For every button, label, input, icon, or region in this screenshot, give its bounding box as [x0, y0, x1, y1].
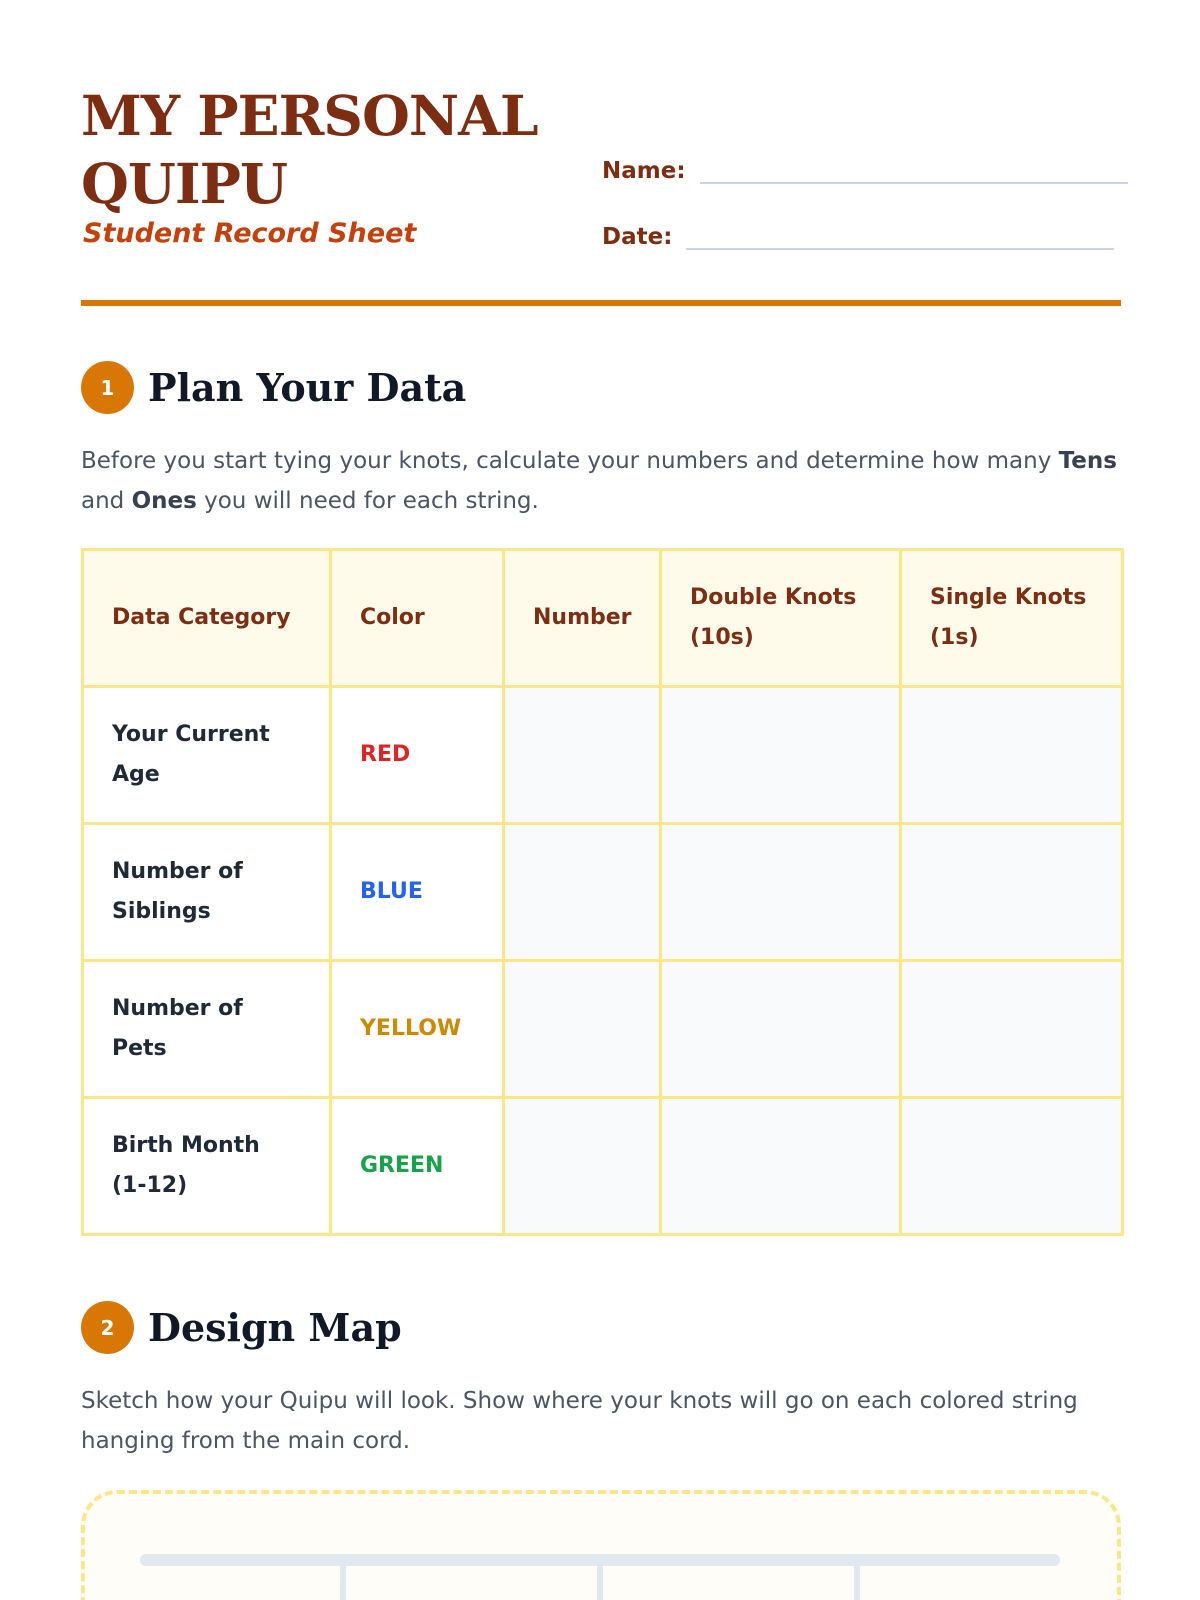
- name-field: [602, 156, 1128, 184]
- page-title: [81, 82, 538, 218]
- color-cell: YELLOW: [331, 961, 504, 1098]
- desc-tens: Tens: [1058, 448, 1117, 474]
- table-row: [83, 961, 1123, 1098]
- number-input-cell[interactable]: [504, 1098, 661, 1235]
- section-1-title: Plan Your Data: [148, 365, 467, 410]
- single-knots-input-cell[interactable]: [901, 961, 1123, 1098]
- header-single-knots: Single Knots (1s): [901, 550, 1123, 687]
- table-header-row: [83, 550, 1123, 687]
- date-label: Date:: [602, 224, 673, 250]
- section-1-description: [81, 441, 1121, 521]
- sheet-header: [81, 0, 1121, 305]
- title-line-2: QUIPU: [81, 151, 287, 216]
- desc-end: you will need for each string.: [196, 488, 539, 514]
- double-knots-input-cell[interactable]: [661, 687, 901, 824]
- header-number: Number: [504, 550, 661, 687]
- design-map-sketch-area[interactable]: [81, 1490, 1121, 1600]
- section-2-title: Design Map: [148, 1305, 402, 1350]
- number-input-cell[interactable]: [504, 961, 661, 1098]
- hanging-string-guide: [340, 1566, 346, 1600]
- double-knots-input-cell[interactable]: [661, 1098, 901, 1235]
- desc-ones: Ones: [131, 488, 197, 514]
- data-plan-table: [81, 548, 1124, 1236]
- table-row: [83, 687, 1123, 824]
- step-2-badge: 2: [81, 1301, 134, 1354]
- single-knots-input-cell[interactable]: [901, 824, 1123, 961]
- desc-start: Before you start tying your knots, calculate your numbers and determine how many: [81, 448, 1059, 474]
- color-cell: GREEN: [331, 1098, 504, 1235]
- header-data-category: Data Category: [83, 550, 331, 687]
- section-2-heading: [81, 1301, 402, 1354]
- category-cell: Birth Month (1-12): [83, 1098, 331, 1235]
- color-cell: BLUE: [331, 824, 504, 961]
- single-knots-input-cell[interactable]: [901, 1098, 1123, 1235]
- section-2-description: Sketch how your Quipu will look. Show where your knots will go on each colored string hanging from the main cord.: [81, 1388, 1078, 1454]
- title-line-1: MY PERSONAL: [81, 83, 538, 148]
- section-1-heading: [81, 361, 466, 414]
- hanging-string-guide: [854, 1566, 860, 1600]
- category-cell: Number of Pets: [83, 961, 331, 1098]
- name-input-line[interactable]: [700, 156, 1128, 184]
- date-field: [602, 222, 1114, 250]
- date-input-line[interactable]: [686, 222, 1114, 250]
- double-knots-input-cell[interactable]: [661, 824, 901, 961]
- number-input-cell[interactable]: [504, 824, 661, 961]
- header-divider: [81, 300, 1121, 306]
- double-knots-input-cell[interactable]: [661, 961, 901, 1098]
- desc-and: and: [81, 488, 132, 514]
- hanging-string-guide: [597, 1566, 603, 1600]
- table-row: [83, 824, 1123, 961]
- record-sheet: [81, 0, 1121, 1454]
- table-row: [83, 1098, 1123, 1235]
- category-cell: Number of Siblings: [83, 824, 331, 961]
- step-1-badge: 1: [81, 361, 134, 414]
- name-label: Name:: [602, 158, 686, 184]
- main-cord-guide: [140, 1554, 1060, 1566]
- color-cell: RED: [331, 687, 504, 824]
- single-knots-input-cell[interactable]: [901, 687, 1123, 824]
- header-double-knots: Double Knots (10s): [661, 550, 901, 687]
- header-color: Color: [331, 550, 504, 687]
- number-input-cell[interactable]: [504, 687, 661, 824]
- page-subtitle: Student Record Sheet: [83, 218, 417, 249]
- category-cell: Your Current Age: [83, 687, 331, 824]
